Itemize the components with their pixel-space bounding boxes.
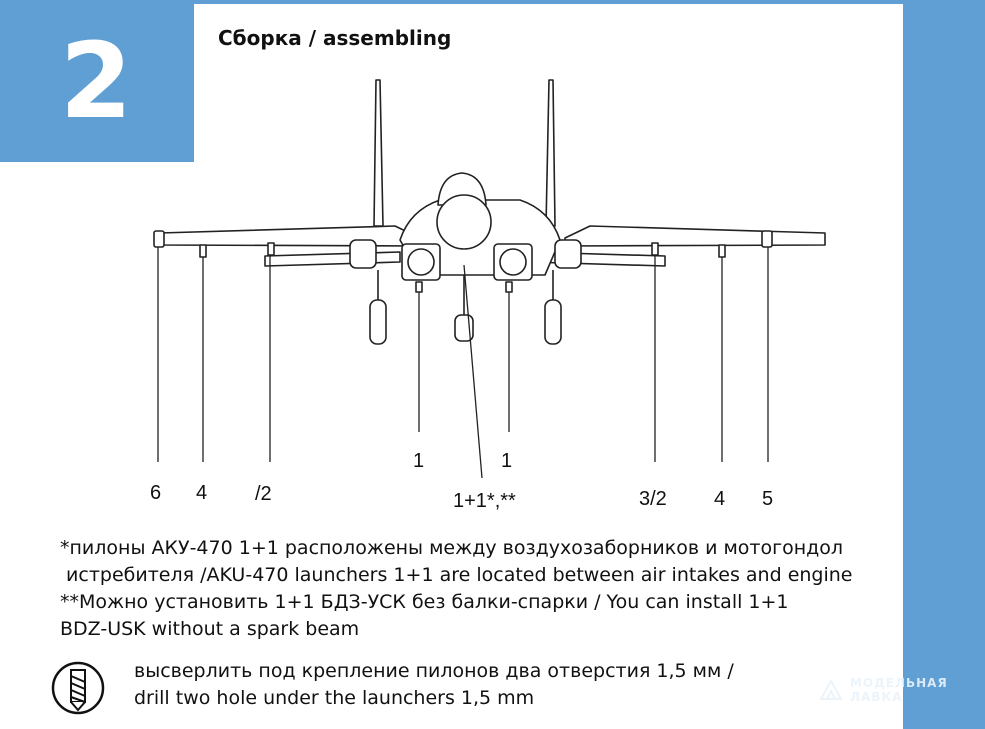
watermark bbox=[818, 676, 948, 704]
drill-instruction bbox=[134, 658, 734, 712]
callout-right-outer: 4 bbox=[714, 488, 726, 510]
watermark-line2: ЛАВКА bbox=[850, 690, 903, 704]
assembly-notes bbox=[60, 535, 890, 643]
callout-left-inner: /2 bbox=[255, 483, 272, 505]
callout-intake-left: 1 bbox=[413, 450, 425, 472]
callout-center: 1+1*,** bbox=[453, 490, 516, 512]
note-line: BDZ-USK without a spark beam bbox=[60, 618, 360, 640]
note-line: истребителя /AKU-470 launchers 1+1 are located between air intakes and engine bbox=[60, 564, 853, 586]
watermark-line1: МОДЕЛЬНАЯ bbox=[850, 676, 948, 690]
step-number: 2 bbox=[59, 20, 135, 142]
note-line: *пилоны АКУ-470 1+1 расположены между воздухозаборников и мотогондол bbox=[60, 537, 844, 559]
callout-intake-right: 1 bbox=[501, 450, 513, 472]
note-line: **Можно установить 1+1 БДЗ-УСК без балки-спарки / You can install 1+1 bbox=[60, 591, 789, 613]
callout-left-outer: 4 bbox=[196, 482, 208, 504]
callout-right-inner: 3/2 bbox=[639, 488, 667, 510]
step-title: Сборка / assembling bbox=[218, 26, 452, 50]
callout-right-tip: 5 bbox=[762, 488, 774, 510]
watermark-logo-icon bbox=[818, 677, 844, 703]
drill-bit-icon bbox=[50, 660, 106, 716]
drill-line-en: drill two hole under the launchers 1,5 mm bbox=[134, 687, 535, 709]
callout-left-tip: 6 bbox=[150, 482, 162, 504]
drill-line-ru: высверлить под крепление пилонов два отверстия 1,5 мм / bbox=[134, 660, 734, 682]
